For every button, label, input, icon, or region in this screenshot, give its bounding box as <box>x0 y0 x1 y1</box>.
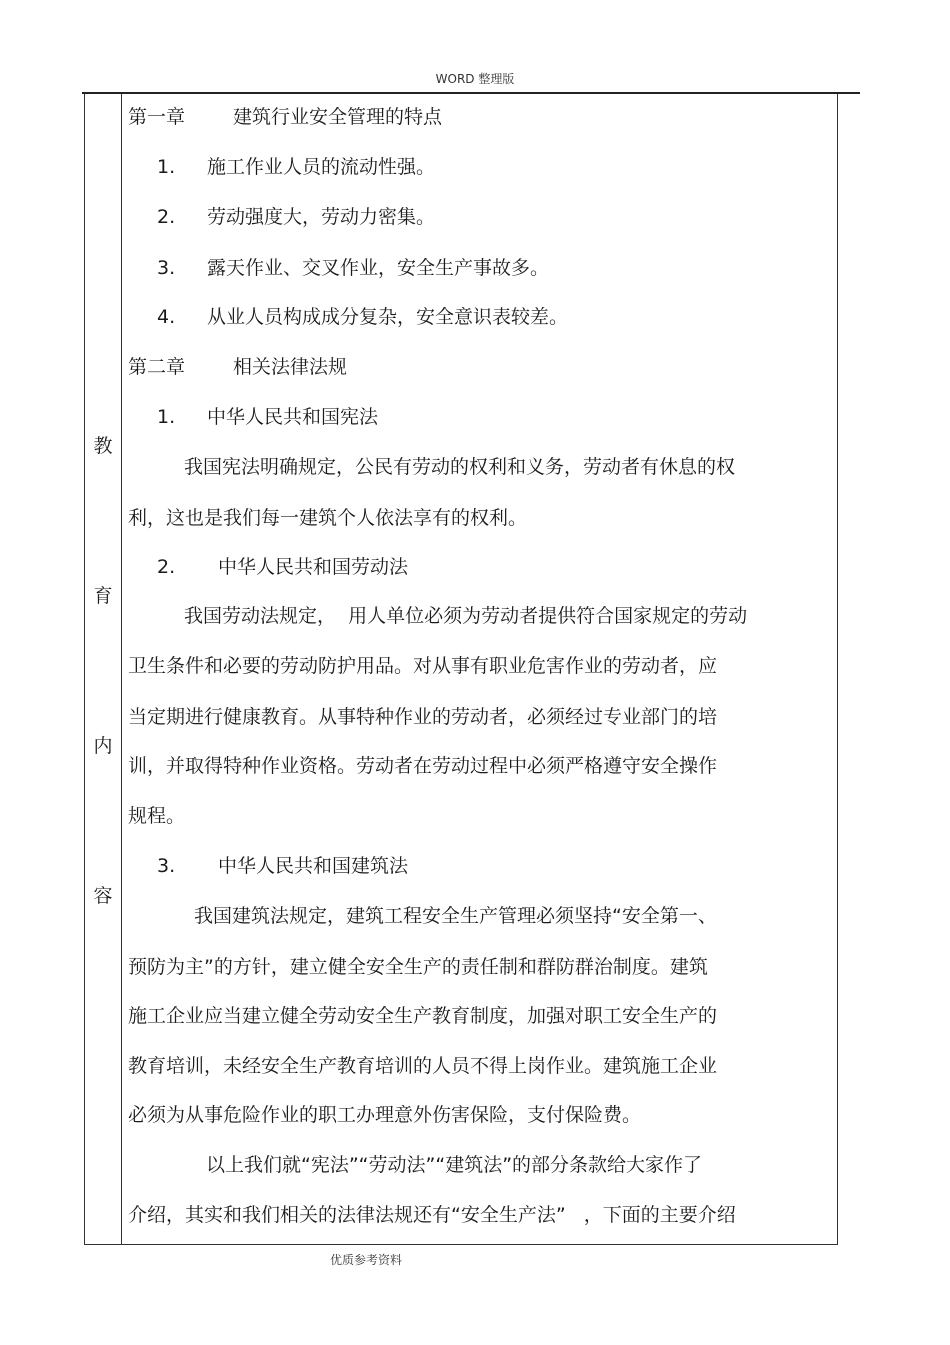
list-item: 1. 施工作业人员的流动性强。 <box>157 156 436 178</box>
chapter1-title <box>128 105 442 129</box>
paragraph-line: 训，并取得特种作业资格。劳动者在劳动过程中必须严格遵守安全操作 <box>128 755 718 777</box>
side-label-char: 内 <box>93 735 113 757</box>
paragraph-line: 教育培训，未经安全生产教育培训的人员不得上岗作业。建筑施工企业 <box>128 1055 718 1077</box>
side-label-char: 育 <box>93 585 113 607</box>
side-label-column <box>85 94 122 1244</box>
page-header: WORD 整理版 <box>435 72 515 86</box>
paragraph-line: 利，这也是我们每一建筑个人依法享有的权利。 <box>128 507 528 529</box>
list-item: 4. 从业人员构成成分复杂，安全意识表较差。 <box>157 306 569 328</box>
chapter2-title-text: 相关法律法规 <box>233 356 348 378</box>
paragraph-line: 我国建筑法规定，建筑工程安全生产管理必须坚持“安全第一、 <box>194 905 717 927</box>
list-item: 3. 露天作业、交叉作业，安全生产事故多。 <box>157 257 550 279</box>
chapter1-title-text: 建筑行业安全管理的特点 <box>233 106 443 128</box>
page-footer: 优质参考资料 <box>330 1253 403 1267</box>
section3-heading: 3. 中华人民共和国建筑法 <box>157 855 409 877</box>
paragraph-line: 我国宪法明确规定，公民有劳动的权利和义务，劳动者有休息的权 <box>184 456 736 478</box>
section2-heading: 2. 中华人民共和国劳动法 <box>157 556 409 578</box>
side-label-char: 容 <box>93 885 113 907</box>
content-cell <box>122 94 837 1244</box>
side-label-char: 教 <box>93 435 113 457</box>
paragraph-line: 必须为从事危险作业的职工办理意外伤害保险，支付保险费。 <box>128 1104 642 1126</box>
closing-line: 介绍，其实和我们相关的法律法规还有“安全生产法” ，下面的主要介绍 <box>128 1204 736 1226</box>
paragraph-line: 我国劳动法规定， 用人单位必须为劳动者提供符合国家规定的劳动 <box>184 605 748 627</box>
closing-line: 以上我们就“宪法”“劳动法”“建筑法”的部分条款给大家作了 <box>206 1154 703 1176</box>
paragraph-line: 当定期进行健康教育。从事特种作业的劳动者，必须经过专业部门的培 <box>128 706 718 728</box>
chapter1-prefix: 第一章 <box>128 106 186 128</box>
chapter2-prefix: 第二章 <box>128 356 186 378</box>
paragraph-line: 施工企业应当建立健全劳动安全生产教育制度，加强对职工安全生产的 <box>128 1005 718 1027</box>
content-table <box>84 94 838 1245</box>
paragraph-line: 卫生条件和必要的劳动防护用品。对从事有职业危害作业的劳动者，应 <box>128 655 718 677</box>
section1-heading: 1. 中华人民共和国宪法 <box>157 406 379 428</box>
paragraph-line: 预防为主”的方针，建立健全安全生产的责任制和群防群治制度。建筑 <box>128 956 708 978</box>
paragraph-line: 规程。 <box>128 805 186 827</box>
list-item: 2. 劳动强度大，劳动力密集。 <box>157 206 436 228</box>
chapter2-title <box>128 355 347 379</box>
